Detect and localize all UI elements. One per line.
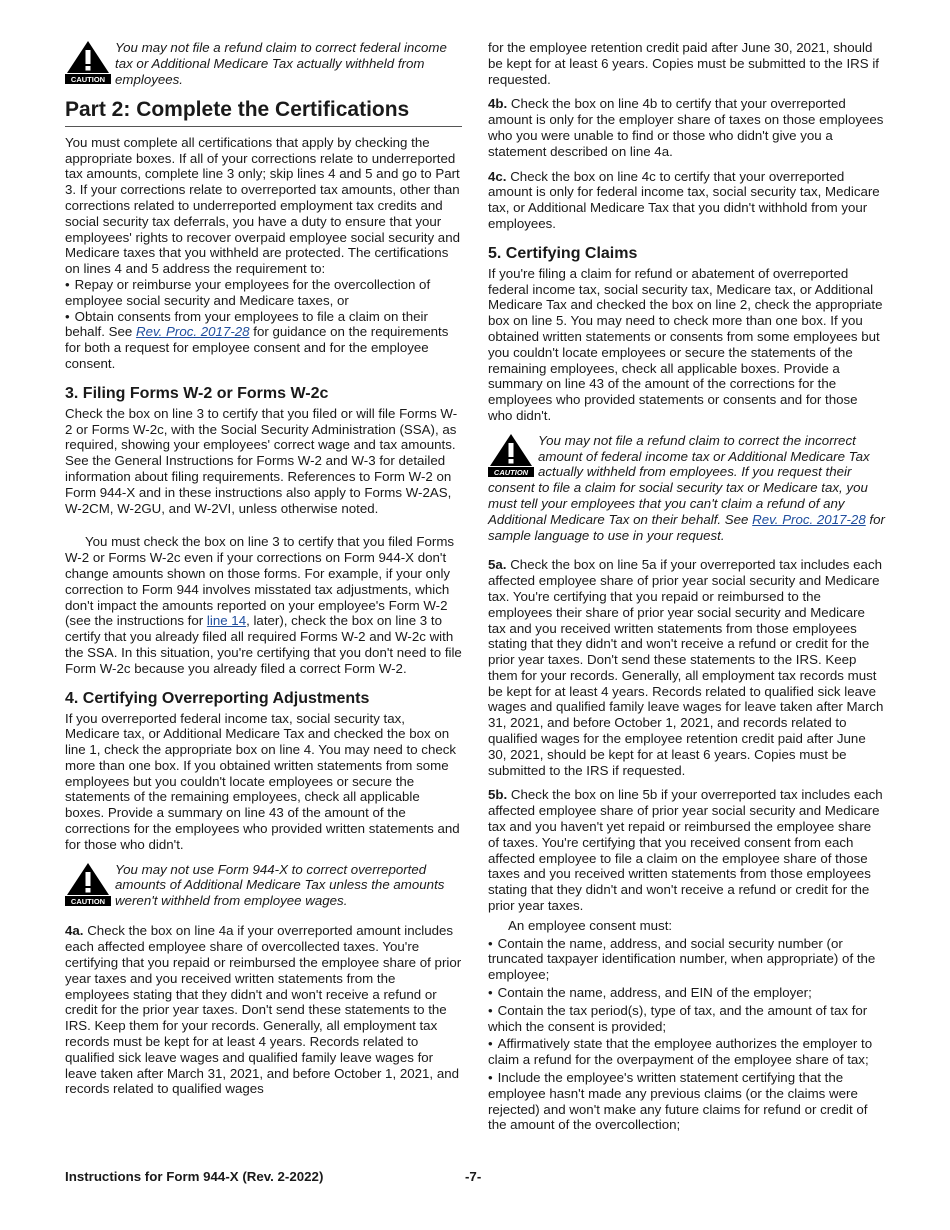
right-column <box>488 40 885 1133</box>
line-14-link[interactable]: line 14 <box>206 613 247 629</box>
svg-text:CAUTION: CAUTION <box>493 467 529 477</box>
rev-proc-link[interactable]: Rev. Proc. 2017-28 <box>752 511 866 527</box>
caution-icon <box>488 433 538 479</box>
section-4-heading: 4. Certifying Overreporting Adjustments <box>65 689 370 707</box>
section-5-heading: 5. Certifying Claims <box>488 244 638 262</box>
rev-proc-link[interactable]: Rev. Proc. 2017-28 <box>135 324 250 340</box>
caution-note-1 <box>65 40 462 88</box>
consent-item: • Affirmatively state that the employee authorizes the employer to claim a refund for the overpayment of the employee share of tax; <box>488 1036 885 1068</box>
part2-heading: Part 2: Complete the Certifications <box>65 98 462 127</box>
consent-item: • Contain the tax period(s), type of tax, and the amount of tax for which the consent is provided; <box>488 1003 885 1035</box>
caution-note-2 <box>65 862 462 910</box>
caution-text: You may not file a refund claim to correct the incorrect amount of federal income tax or Additional Medicare Tax actually withheld from employees. If you request their consent to file a claim for social security tax or Medicare tax, you must tell your employees that you can't claim a refund of any Additional Medicare Tax on their behalf. See <box>488 432 870 527</box>
left-column <box>65 40 462 1106</box>
caution-icon <box>65 862 115 910</box>
caution-text: You may not file a refund claim to correct federal income tax or Additional Medicare Tax actually withheld from employees. <box>115 40 447 87</box>
consent-item: • Contain the name, address, and EIN of the employer; <box>488 985 885 1001</box>
continued-para: for the employee retention credit paid after June 30, 2021, should be kept for at least 6 years. Copies must be submitted to the IRS if requested. <box>488 40 879 87</box>
line-4b-para: 4b. Check the box on line 4b to certify that your overreported amount is only for the employer share of taxes on those employees who you were unable to find or those who didn't give you a statement described on line 4a. <box>488 96 884 159</box>
svg-text:CAUTION: CAUTION <box>70 75 106 84</box>
section-3-heading: 3. Filing Forms W-2 or Forms W-2c <box>65 384 329 402</box>
consent-item: • Contain the name, address, and social security number (or truncated taxpayer identification number, when appropriate) of the employee; <box>488 936 885 983</box>
footer-title: Instructions for Form 944-X (Rev. 2-2022) <box>65 1169 324 1184</box>
line-4c-para: 4c. Check the box on line 4c to certify that your overreported amount is only for federal income tax, social security tax, Medicare tax, or Additional Medicare Tax that you didn't withhold from your employees. <box>488 168 880 231</box>
line-5b-para: 5b. Check the box on line 5b if your overreported tax includes each affected employee share of prior year social security and Medicare tax and you haven't yet repaid or reimbursed the employee share of taxes. You're certifying that you received consent from each affected employee to file a claim on the employee share of those taxes and you received written statements from those employees stating that they didn't and won't receive a refund or credit for the prior year taxes. <box>488 787 883 914</box>
part2-intro: You must complete all certifications that apply by checking the appropriate boxes. If all of your corrections relate to underreported tax amounts, complete line 3 only; skip lines 4 and 5 and go to Part 3. If your corrections relate to overreported tax amounts, other than corrections related to underreported employment tax credits and social security tax deferrals, you have a duty to ensure that your employees' rights to recover overpaid employee social security and Medicare taxes that you withheld are protected. The certifications on lines 4 and 5 address the requirement to: <box>65 134 460 277</box>
caution-note-3: CAUTION You may not file a refund claim to correct the incorrect amount of federal income tax or Additional Medicare Tax actually withheld from employees. If you request their consent to file a claim for social security tax or Medicare tax, you must tell your employees that you can't claim a refund of any Additional Medicare Tax on their behalf. See Rev. Proc. 2017-28 for sample language to use in your request. <box>488 432 885 543</box>
caution-text: You may not use Form 944-X to correct overreported amounts of Additional Medicare Tax unless the amounts weren't withheld from employee wages. <box>115 861 445 909</box>
line-4a-para: 4a. Check the box on line 4a if your overreported amount includes each affected employee share of overcollected taxes. You're certifying that you repaid or reimbursed the employee share of prior year taxes and you received written statements from the employees stating that they didn't and won't receive a refund or credit for the prior year taxes. Don't send these statements to the IRS. Keep them for your records. Generally, all employment tax records must be kept for at least 4 years. Records related to qualified sick leave wages and qualified family leave wages for leave taken after March 31, 2021, and before October 1, 2021, and records related to qualified wages <box>65 923 462 1097</box>
line-5a-para: 5a. Check the box on line 5a if your overreported tax includes each affected employee share of prior year social security and Medicare tax. You're certifying that you repaid or reimbursed to the employees their share of prior year social security and Medicare tax and you received written statements from those employees stating that they didn't and won't receive a refund or credit for the prior year taxes. Don't send these statements to the IRS. Keep them for your records. Generally, all employment tax records must be kept for at least 4 years. Records related to qualified sick leave wages and qualified family leave wages for leave taken after March 31, 2021, and before October 1, 2021, and records related to qualified wages for the employee retention credit paid after June 30, 2021, should be kept for at least 6 years. Copies must be submitted to the IRS if requested. <box>488 557 884 778</box>
caution-icon <box>65 40 115 88</box>
consent-item: • Include the employee's written statement certifying that the employee hasn't made any previous claims (or the claims were rejected) and won't make any future claims for refund or credit of the amount of the overcollection; <box>488 1070 885 1133</box>
svg-text:CAUTION: CAUTION <box>70 896 106 906</box>
bullet-repay: • Repay or reimburse your employees for the overcollection of employee social security and Medicare taxes, or <box>65 277 462 309</box>
section-5-para: If you're filing a claim for refund or abatement of overreported federal income tax, social security tax, Medicare tax, or Additional Medicare Tax and checked the box on line 2, check the appropriate box on line 5. You may need to check more than one box. If you obtained written statements or consents from some employees but you couldn't locate employees or secure the statements of the remaining employees, check all applicable boxes. Provide a summary on line 43 of the amount of the corrections for the employees who provided statements or consents and for those who didn't. <box>488 265 883 423</box>
consent-intro: An employee consent must: <box>508 917 673 933</box>
page-number: -7- <box>465 1169 482 1184</box>
bullet-consents: • Obtain consents from your employees to file a claim on their behalf. See Rev. Proc. 2017-28 for guidance on the requirements for both a request for employee consent and for the employee consent. <box>65 309 462 372</box>
section-3-para-2: You must check the box on line 3 to certify that you filed Forms W-2 or Forms W-2c even if your corrections on Form 944-X don't change amounts shown on those forms. For example, if your only correction to Form 944 involves misstated tax adjustments, which don't impact the amounts reported on your employee's Form W-2 (see the instructions for line 14, later), check the box on line 3 to certify that you already filed all required Forms W-2 and W-2c with the SSA. In this situation, you're certifying that you don't need to file Form W-2c because you already filed a correct Form W-2. <box>65 534 462 676</box>
section-4-para: If you overreported federal income tax, social security tax, Medicare tax, or Additional Medicare Tax and checked the box on line 1, check the appropriate box on line 4. You may need to check more than one box. If you obtained written statements from some employees but you couldn't locate employees or secure the statements of the remaining employees, check all applicable boxes. Provide a summary on line 43 of the amount of the corrections for the employees who provided written statements and for those who didn't. <box>65 710 460 852</box>
section-3-para-1: Check the box on line 3 to certify that you filed or will file Forms W-2 or Forms W-2c, with the Social Security Administration (SSA), as required, showing your employees' correct wage and tax amounts. See the General Instructions for Forms W-2 and W-3 for detailed information about filing requirements. References to Form W-2 on Form 944-X and in these instructions also apply to Forms W-2AS, W-2CM, W-2GU, and W-2VI, unless otherwise noted. <box>65 405 458 516</box>
